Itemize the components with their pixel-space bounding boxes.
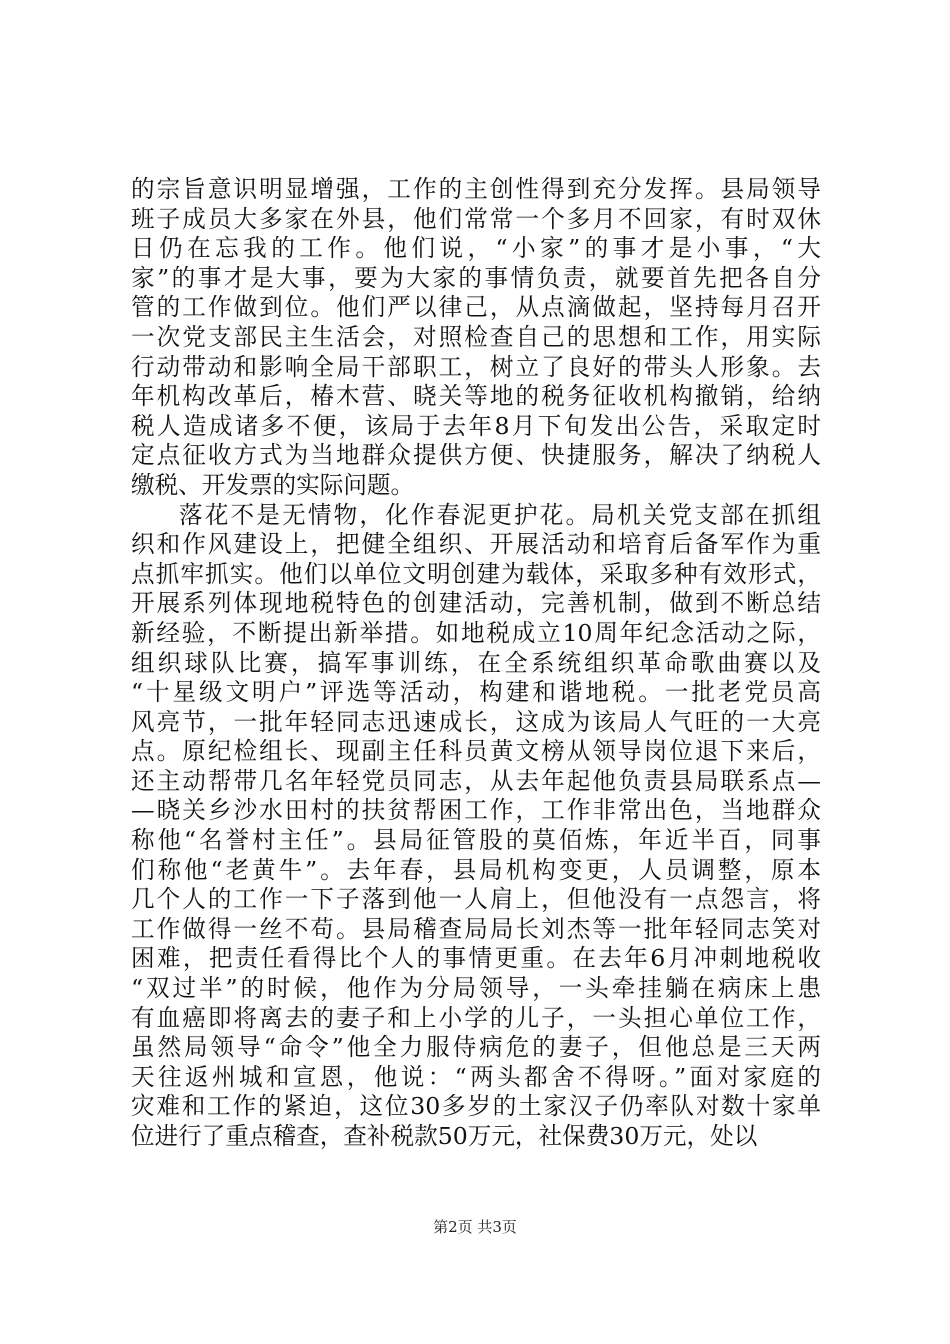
text-line: 点抓牢抓实。他们以单位文明创建为载体，采取多种有效形式， <box>131 559 821 588</box>
text-line: 管的工作做到位。他们严以律己，从点滴做起，坚持每月召开 <box>131 293 821 322</box>
text-line: 风亮节，一批年轻同志迅速成长，这成为该局人气旺的一大亮 <box>131 707 821 736</box>
text-line: 定点征收方式为当地群众提供方便、快捷服务，解决了纳税人 <box>131 441 821 470</box>
body-text <box>131 175 821 1152</box>
text-line: 工作做得一丝不苟。县局稽查局局长刘杰等一批年轻同志笑对 <box>131 914 821 943</box>
text-line: 们称他“老黄牛”。去年春，县局机构变更，人员调整，原本 <box>131 855 821 884</box>
text-line: 还主动帮带几名年轻党员同志，从去年起他负责县局联系点— <box>131 766 821 795</box>
text-line: 困难，把责任看得比个人的事情更重。在去年6月冲刺地税收 <box>131 944 821 973</box>
text-line: 缴税、开发票的实际问题。 <box>131 470 415 499</box>
page-footer: 第2页 共3页 <box>433 1218 517 1236</box>
text-line: 的宗旨意识明显增强，工作的主创性得到充分发挥。县局领导 <box>131 175 821 203</box>
text-line: 日仍在忘我的工作。他们说，“小家”的事才是小事，“大 <box>131 234 821 263</box>
text-line: 一次党支部民主生活会，对照检查自己的思想和工作，用实际 <box>131 322 821 351</box>
text-line: 天往返州城和宣恩，他说：“两头都舍不得呀。”面对家庭的 <box>131 1062 821 1091</box>
text-line: 点。原纪检组长、现副主任科员黄文榜从领导岗位退下来后， <box>131 737 821 766</box>
text-line: 有血癌即将离去的妻子和上小学的儿子，一头担心单位工作， <box>131 1003 821 1032</box>
text-line: 几个人的工作一下子落到他一人肩上，但他没有一点怨言，将 <box>131 885 821 914</box>
text-line: —晓关乡沙水田村的扶贫帮困工作，工作非常出色，当地群众 <box>131 796 821 825</box>
text-line: 开展系列体现地税特色的创建活动，完善机制，做到不断总结 <box>131 589 821 618</box>
paragraph <box>131 501 821 1152</box>
text-line: 组织球队比赛，搞军事训练，在全系统组织革命歌曲赛以及 <box>131 648 821 677</box>
text-line: 年机构改革后，椿木营、晓关等地的税务征收机构撤销，给纳 <box>131 382 821 411</box>
text-line: 新经验，不断提出新举措。如地税成立10周年纪念活动之际， <box>131 618 821 647</box>
text-line: 位进行了重点稽查，查补税款50万元，社保费30万元，处以 <box>131 1122 758 1150</box>
text-line: 行动带动和影响全局干部职工，树立了良好的带头人形象。去 <box>131 352 821 381</box>
text-line: 虽然局领导“命令”他全力服侍病危的妻子，但他总是三天两 <box>131 1033 821 1062</box>
text-line: 家”的事才是大事，要为大家的事情负责，就要首先把各自分 <box>131 263 821 292</box>
text-line: 灾难和工作的紧迫，这位30多岁的土家汉子仍率队对数十家单 <box>131 1092 821 1121</box>
text-line: 税人造成诸多不便，该局于去年8月下旬发出公告，采取定时 <box>131 411 821 440</box>
text-line: 班子成员大多家在外县，他们常常一个多月不回家，有时双休 <box>131 204 821 233</box>
text-line: “十星级文明户”评选等活动，构建和谐地税。一批老党员高 <box>131 678 821 707</box>
text-line: 织和作风建设上，把健全组织、开展活动和培育后备军作为重 <box>131 530 821 559</box>
text-line: 落花不是无情物，化作春泥更护花。局机关党支部在抓组 <box>179 500 821 529</box>
paragraph <box>131 175 821 501</box>
text-line: 称他“名誉村主任”。县局征管股的莫佰炼，年近半百，同事 <box>131 826 821 855</box>
text-line: “双过半”的时候，他作为分局领导，一头牵挂躺在病床上患 <box>131 974 821 1003</box>
